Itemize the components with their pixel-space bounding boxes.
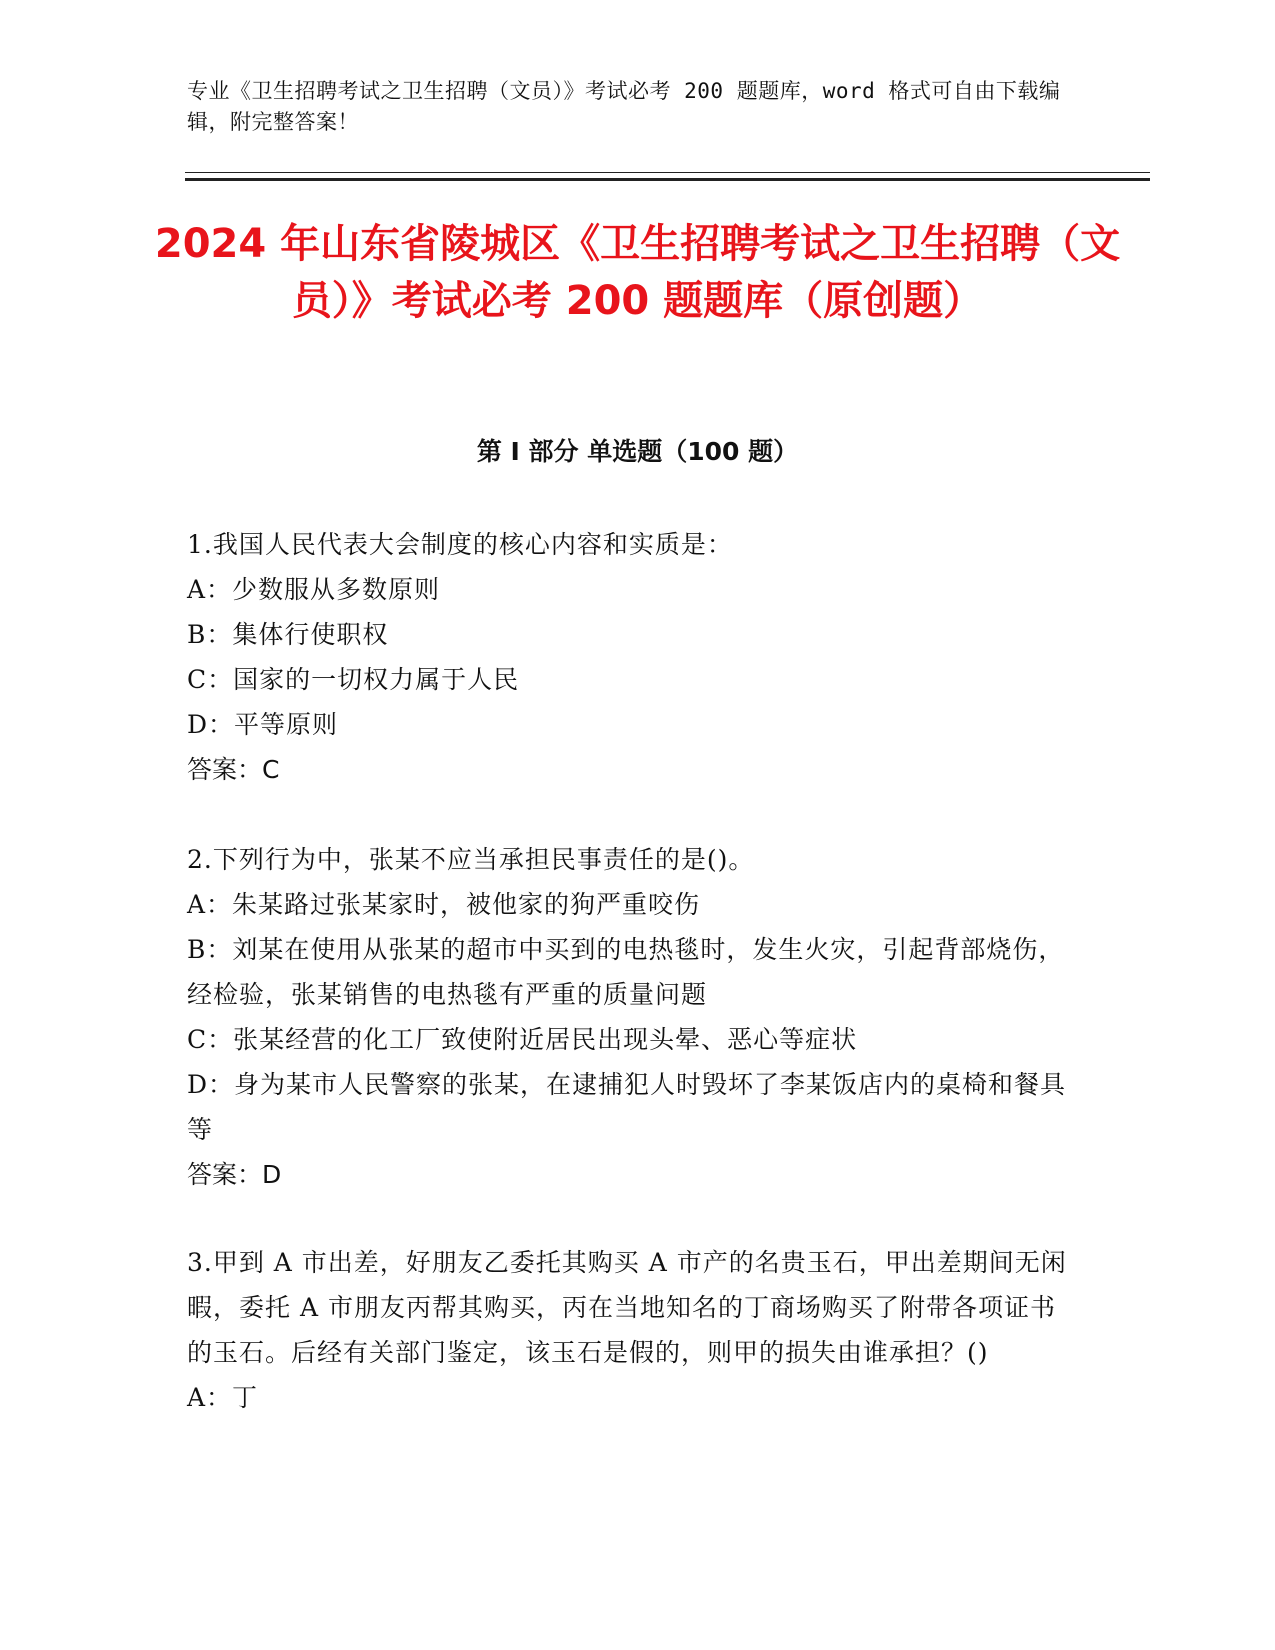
question-stem: 2.下列行为中，张某不应当承担民事责任的是()。: [187, 845, 755, 874]
header-note: 专业《卫生招聘考试之卫生招聘（文员）》考试必考 200 题题库，word 格式可自由下载编辑，附完整答案！: [187, 79, 1061, 134]
section-heading: 第 I 部分 单选题（100 题）: [476, 437, 799, 466]
question-stem: 3.甲到 A 市出差，好朋友乙委托其购买 A 市产的名贵玉石，甲出差期间无闲暇，委托 A 市朋友丙帮其购买，丙在当地知名的丁商场购买了附带各项证书的玉石。后经有关部门鉴定，该玉石是假的，则甲的损失由谁承担？(): [187, 1248, 1067, 1367]
option-c: C：张某经营的化工厂致使附近居民出现头晕、恶心等症状: [187, 1025, 858, 1054]
option-d: D：平等原则: [187, 710, 339, 739]
question-3: [187, 1240, 1067, 1420]
option-a: A：少数服从多数原则: [187, 575, 441, 604]
header-divider-thin: [185, 172, 1150, 173]
option-d: D：身为某市人民警察的张某，在逮捕犯人时毁坏了李某饭店内的桌椅和餐具等: [187, 1070, 1067, 1144]
option-b: B：刘某在使用从张某的超市中买到的电热毯时，发生火灾，引起背部烧伤，经检验，张某销售的电热毯有严重的质量问题: [187, 935, 1065, 1009]
question-1: [187, 522, 1067, 792]
answer: 答案：C: [187, 755, 280, 784]
question-2: [187, 837, 1067, 1197]
question-stem: 1.我国人民代表大会制度的核心内容和实质是：: [187, 530, 733, 559]
option-a: A：朱某路过张某家时，被他家的狗严重咬伤: [187, 890, 701, 919]
answer: 答案：D: [187, 1160, 282, 1189]
header-divider-thick: [185, 178, 1150, 181]
option-a: A：丁: [187, 1383, 259, 1412]
document-title: 2024 年山东省陵城区《卫生招聘考试之卫生招聘（文员）》考试必考 200 题题库（原创题）: [154, 221, 1121, 324]
option-c: C：国家的一切权力属于人民: [187, 665, 520, 694]
option-b: B：集体行使职权: [187, 620, 389, 649]
